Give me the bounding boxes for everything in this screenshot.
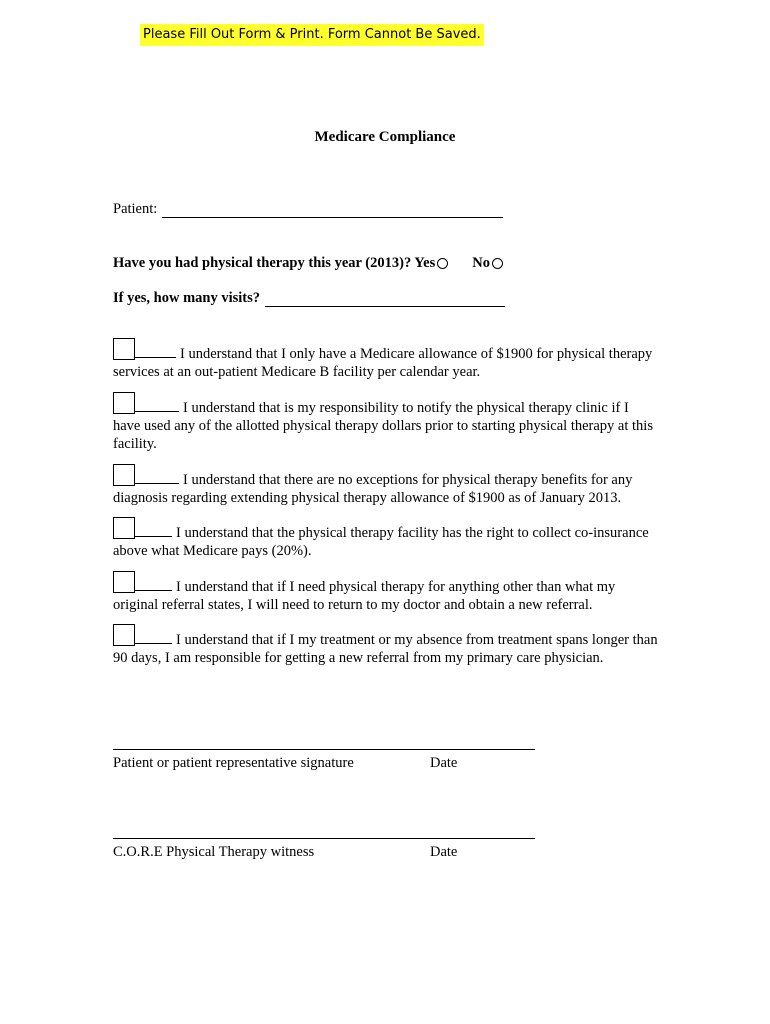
acknowledgement-text-2: I understand that is my responsibility to notify the physical therapy clinic if I have used any of the allotted physical therapy dollars prior to starting physical therapy at this facility. bbox=[113, 400, 653, 452]
acknowledgement-checkbox-2[interactable] bbox=[113, 392, 135, 414]
no-label: No bbox=[472, 255, 490, 271]
acknowledgement-checkbox-4[interactable] bbox=[113, 517, 135, 539]
acknowledgement-checkbox-5[interactable] bbox=[113, 571, 135, 593]
witness-signature-line[interactable] bbox=[113, 838, 535, 839]
acknowledgement-text-6: I understand that if I my treatment or my absence from treatment spans longer than 90 days, I am responsible for getting a new referral from my primary care physician. bbox=[113, 632, 658, 666]
acknowledgement-item-2 bbox=[113, 397, 658, 453]
visits-field-row bbox=[113, 290, 505, 307]
acknowledgement-text-4: I understand that the physical therapy facility has the right to collect co-insurance above what Medicare pays (20%). bbox=[113, 525, 649, 559]
patient-label: Patient: bbox=[113, 201, 158, 217]
witness-date-label: Date bbox=[430, 844, 458, 860]
patient-signature-line[interactable] bbox=[113, 749, 535, 750]
patient-field-row bbox=[113, 201, 503, 218]
patient-name-input[interactable] bbox=[162, 203, 503, 218]
page-title: Medicare Compliance bbox=[314, 129, 456, 145]
acknowledgement-item-1 bbox=[113, 343, 658, 381]
yes-radio[interactable] bbox=[437, 258, 448, 269]
acknowledgement-text-5: I understand that if I need physical therapy for anything other than what my original referral states, I will need to return to my doctor and obtain a new referral. bbox=[113, 579, 616, 613]
save-warning-banner: Please Fill Out Form & Print. Form Cannot Be Saved. bbox=[140, 24, 484, 46]
no-radio[interactable] bbox=[492, 258, 503, 269]
acknowledgement-checkbox-6[interactable] bbox=[113, 624, 135, 646]
therapy-question-text: Have you had physical therapy this year (2013)? Yes bbox=[113, 255, 436, 271]
acknowledgement-item-5 bbox=[113, 576, 658, 614]
acknowledgement-checkbox-3[interactable] bbox=[113, 464, 135, 486]
acknowledgement-checkbox-1[interactable] bbox=[113, 338, 135, 360]
patient-date-label: Date bbox=[430, 755, 458, 771]
acknowledgement-text-3: I understand that there are no exceptions for physical therapy benefits for any diagnosis regarding extending physical therapy allowance of $1900 as of January 2013. bbox=[113, 472, 633, 506]
visits-label: If yes, how many visits? bbox=[113, 290, 261, 306]
acknowledgement-item-4 bbox=[113, 522, 658, 560]
patient-signature-label: Patient or patient representative signature bbox=[113, 755, 354, 771]
witness-signature-label: C.O.R.E Physical Therapy witness bbox=[113, 844, 315, 860]
acknowledgement-item-3 bbox=[113, 469, 658, 507]
acknowledgement-item-6 bbox=[113, 629, 658, 667]
visits-count-input[interactable] bbox=[265, 292, 505, 307]
therapy-question-row bbox=[113, 255, 503, 272]
acknowledgement-text-1: I understand that I only have a Medicare allowance of $1900 for physical therapy services at an out-patient Medicare B facility per calendar year. bbox=[113, 346, 653, 380]
